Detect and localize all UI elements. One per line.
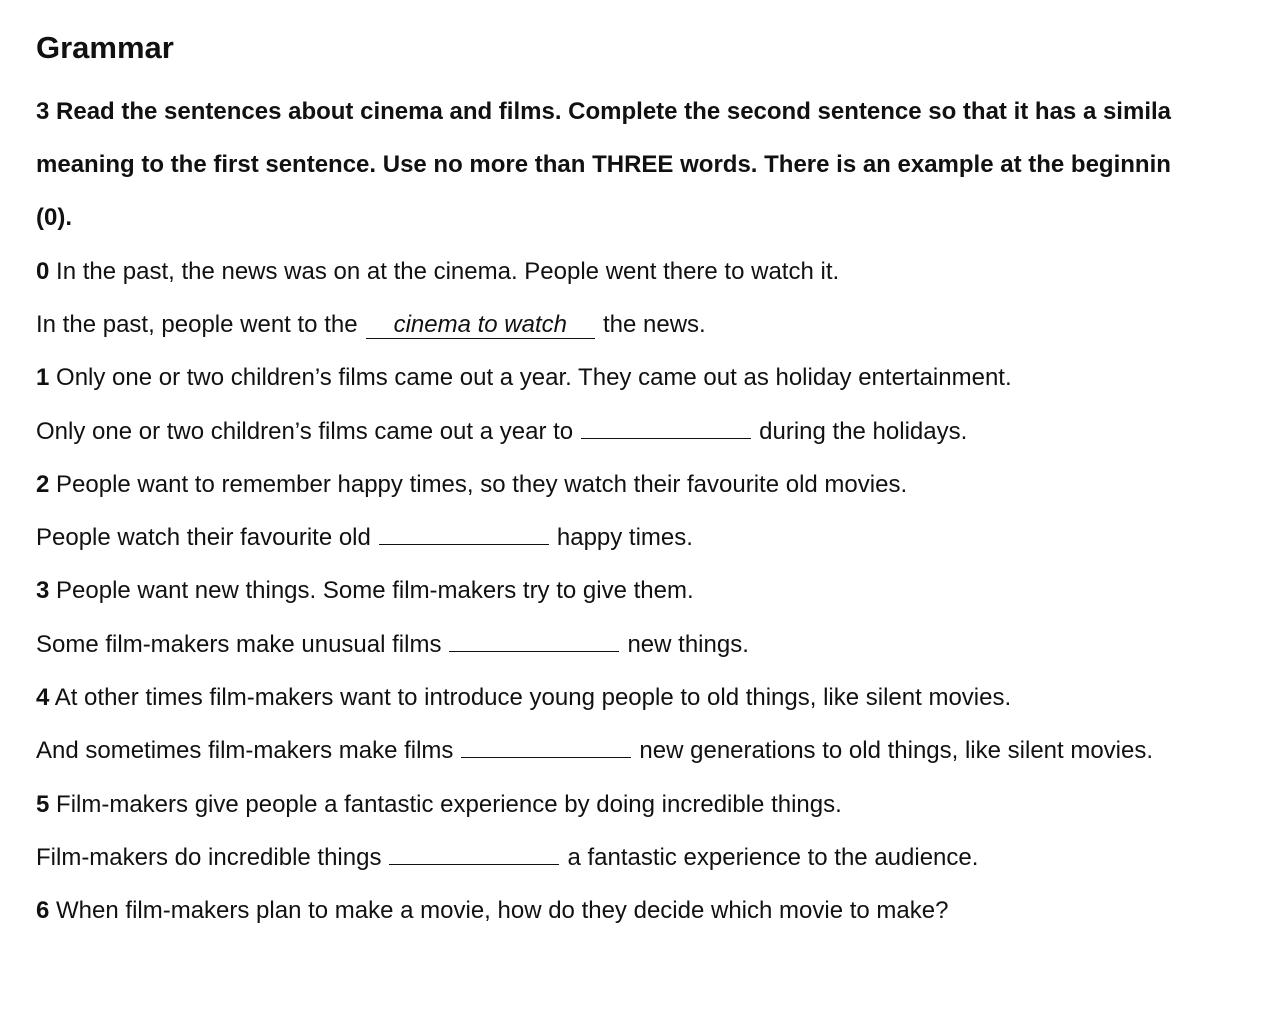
second-sentence-after: happy times. (556, 524, 693, 551)
item-4-first-sentence (36, 683, 1011, 713)
first-sentence-text: In the past, the news was on at the cinema. People went there to watch it. (56, 258, 840, 285)
instructions-line-2: meaning to the first sentence. Use no more than THREE words. There is an example at the beginnin (36, 151, 1171, 178)
answer-blank[interactable] (461, 737, 631, 758)
second-sentence-before: Only one or two children’s films came out a year to (36, 418, 574, 445)
first-sentence-text: People want new things. Some film-makers try to give them. (56, 577, 694, 604)
second-sentence-before: Some film-makers make unusual films (36, 631, 442, 658)
item-number: 6 (36, 897, 50, 924)
second-sentence-before: Film-makers do incredible things (36, 844, 382, 871)
item-6-first-sentence (36, 896, 948, 926)
item-number: 3 (36, 577, 50, 604)
item-1-first-sentence (36, 363, 1012, 393)
item-number: 0 (36, 258, 50, 285)
item-1-second-sentence (36, 417, 967, 447)
second-sentence-after: new things. (627, 631, 749, 658)
item-5-second-sentence (36, 843, 978, 873)
first-sentence-text: Only one or two children’s films came out a year. They came out as holiday entertainment. (56, 364, 1012, 391)
second-sentence-before: And sometimes film-makers make films (36, 737, 454, 764)
second-sentence-after: new generations to old things, like silent movies. (639, 737, 1154, 764)
instructions-line-3: (0). (36, 204, 72, 231)
answer-blank[interactable] (379, 524, 549, 545)
item-number: 4 (36, 684, 50, 711)
first-sentence-text: People want to remember happy times, so they watch their favourite old movies. (56, 471, 908, 498)
second-sentence-before: In the past, people went to the (36, 311, 358, 338)
item-number: 2 (36, 471, 50, 498)
item-3-second-sentence (36, 630, 749, 660)
section-heading: Grammar (36, 30, 174, 65)
item-0-first-sentence (36, 257, 839, 287)
item-5-first-sentence (36, 790, 842, 820)
answer-blank[interactable] (449, 631, 619, 652)
first-sentence-text: At other times film-makers want to introduce young people to old things, like silent movies. (54, 684, 1012, 711)
instructions-line-1: 3 Read the sentences about cinema and films. Complete the second sentence so that it has a simila (36, 98, 1171, 125)
item-0-second-sentence (36, 310, 706, 340)
answer-blank[interactable] (389, 844, 559, 865)
first-sentence-text: When film-makers plan to make a movie, how do they decide which movie to make? (56, 897, 949, 924)
item-2-second-sentence (36, 523, 693, 553)
answer-blank[interactable] (581, 418, 751, 439)
item-4-second-sentence (36, 736, 1153, 766)
item-3-first-sentence (36, 576, 694, 606)
example-answer: cinema to watch (366, 312, 595, 339)
second-sentence-after: during the holidays. (759, 418, 968, 445)
item-number: 1 (36, 364, 50, 391)
item-2-first-sentence (36, 470, 907, 500)
second-sentence-before: People watch their favourite old (36, 524, 371, 551)
item-number: 5 (36, 791, 50, 818)
second-sentence-after: a fantastic experience to the audience. (567, 844, 979, 871)
first-sentence-text: Film-makers give people a fantastic experience by doing incredible things. (56, 791, 842, 818)
second-sentence-after: the news. (602, 311, 706, 338)
